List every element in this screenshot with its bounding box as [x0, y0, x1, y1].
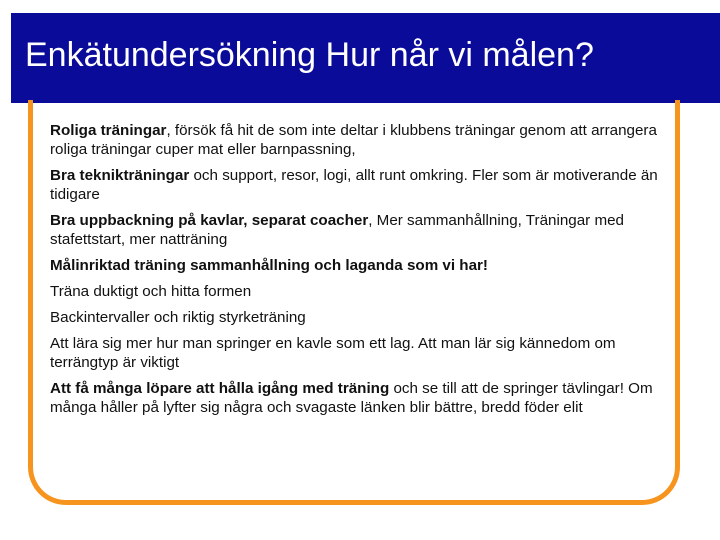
bullet-bold: Roliga träningar: [50, 122, 167, 139]
bullet-text: och se till att de springer tävlingar! Om många håller på lyfter sig några och svagaste länken blir bättre, bredd föder elit: [50, 380, 653, 416]
bullet-bold: Att få många löpare att hålla igång med träning: [50, 380, 390, 397]
title-bar: [11, 13, 720, 103]
slide-title: Enkätundersökning Hur når vi målen?: [25, 36, 594, 74]
bullet-bold: Bra uppbackning på kavlar, separat coacher: [50, 212, 369, 229]
bullet-item: [50, 256, 678, 275]
bullet-item: [50, 334, 678, 372]
bullet-list: [50, 121, 678, 424]
bullet-text: Träna duktigt och hitta formen: [50, 283, 252, 300]
bullet-text: Att lära sig mer hur man springer en kavle som ett lag. Att man lär sig kännedom om terrängtyp är viktigt: [50, 335, 616, 371]
bullet-text: , försök få hit de som inte deltar i klubbens träningar genom att arrangera roliga träningar cuper mat eller barnpassning,: [50, 122, 657, 158]
bullet-item: [50, 121, 678, 159]
bullet-item: [50, 211, 678, 249]
bullet-item: [50, 379, 678, 417]
bullet-text: , Mer sammanhållning, Träningar med stafettstart, mer natträning: [50, 212, 625, 248]
bullet-text: Backintervaller och riktig styrketräning: [50, 309, 306, 326]
bullet-item: [50, 282, 678, 301]
bullet-item: [50, 308, 678, 327]
bullet-item: [50, 166, 678, 204]
bullet-bold: Målinriktad träning sammanhållning och laganda som vi har!: [50, 257, 488, 274]
bullet-text: och support, resor, logi, allt runt omkring. Fler som är motiverande än tidigare: [50, 167, 658, 203]
bullet-bold: Bra teknikträningar: [50, 167, 190, 184]
